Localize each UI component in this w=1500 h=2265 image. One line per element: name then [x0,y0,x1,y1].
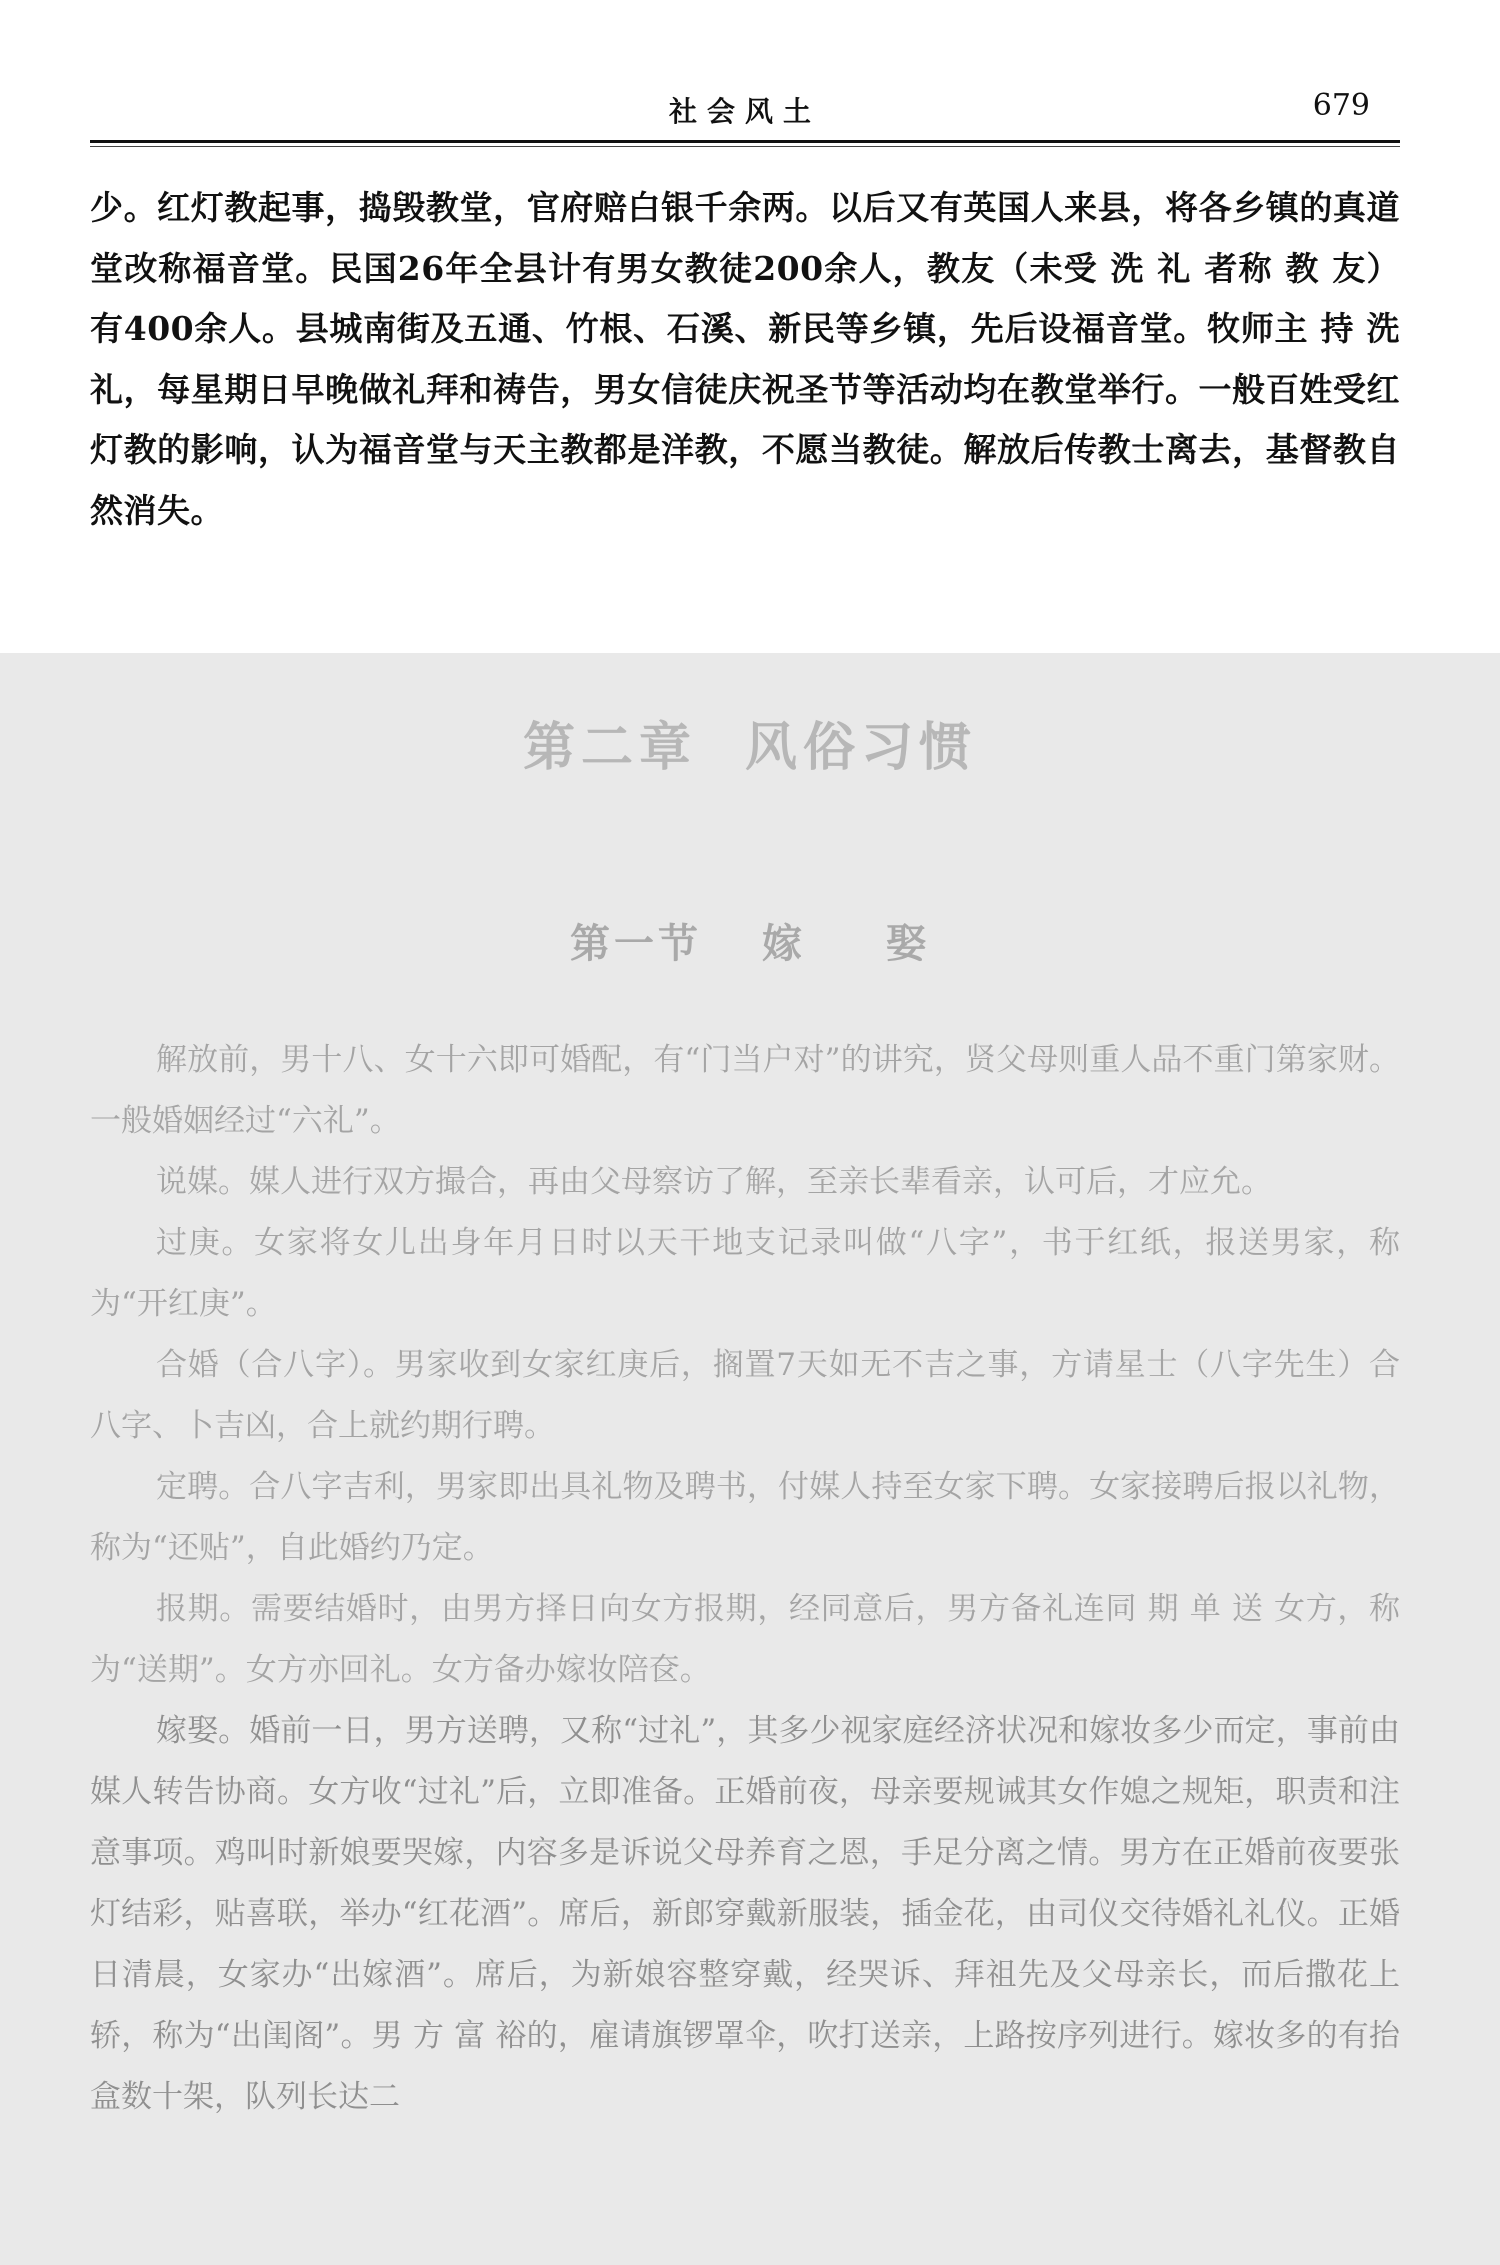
paragraph-jiaqu: 嫁娶。婚前一日，男方送聘，又称“过礼”，其多少视家庭经济状况和嫁妆多少而定，事前由媒人转告协商。女方收“过礼”后，立即准备。正婚前夜，母亲要规诫其女作媳之规矩，职责和注意事项。鸡叫时新娘要哭嫁，内容多是诉说父母养育之恩，手足分离之情。男方在正婚前夜要张灯结彩，贴喜联，举办“红花酒”。席后，新郎穿戴新服装，插金花，由司仪交待婚礼礼仪。正婚日清晨，女家办“出嫁酒”。席后，为新娘容整穿戴，经哭诉、拜祖先及父母亲长，而后撒花上轿，称为“出闺阁”。男 方 富 裕的，雇请旗锣罩伞，吹打送亲，上路按序列进行。嫁妆多的有抬盒数十架，队列长达二 [90,1713,1400,2115]
paragraph-hehun: 合婚（合八字）。男家收到女家红庚后，搁置7天如无不吉之事，方请星士（八字先生）合八字、卜吉凶，合上就约期行聘。 [90,1347,1400,1444]
header-rule-thin [90,146,1400,147]
continued-paragraph: 少。红灯教起事，捣毁教堂，官府赔白银千余两。以后又有英国人来县，将各乡镇的真道堂改称福音堂。民国26年全县计有男女教徒200余人，教友（未受 洗 礼 者称 教 友）有400余人。县城南街及五通、竹根、石溪、新民等乡镇，先后设福音堂。牧师主 持 洗礼，每星期日早晚做礼拜和祷告，男女信徒庆祝圣节等活动均在教堂举行。一般百姓受红灯教的影响，认为福音堂与天主教都是洋教，不愿当教徒。解放后传教士离去，基督教自然消失。 [90,188,1400,530]
section-body [90,1030,1400,2128]
page-number: 679 [1312,88,1370,123]
paragraph-intro: 解放前，男十八、女十六即可婚配，有“门当户对”的讲究，贤父母则重人品不重门第家财。一般婚姻经过“六礼”。 [90,1042,1400,1139]
page-header [90,88,1400,138]
chapter-number: 第二章 [522,717,697,778]
section-number: 第一节 [570,920,702,967]
chapter-heading [0,705,1500,780]
paragraph-shuomei: 说媒。媒人进行双方撮合，再由父母察访了解，至亲长辈看亲，认可后，才应允。 [156,1164,1272,1200]
running-header-title: 社会风土 [668,95,821,128]
section-title-part2: 娶 [886,920,930,967]
header-rule [90,140,1400,143]
section-heading [0,912,1500,969]
paragraph-guogeng: 过庚。女家将女儿出身年月日时以天干地支记录叫做“八字”，书于红纸，报送男家，称为“开红庚”。 [90,1225,1400,1322]
paragraph-dingpin: 定聘。合八字吉利，男家即出具礼物及聘书，付媒人持至女家下聘。女家接聘后报以礼物，称为“还贴”，自此婚约乃定。 [90,1469,1400,1566]
continued-paragraph-block [90,178,1400,541]
section-title-part1: 嫁 [762,920,806,967]
chapter-title: 风俗习惯 [745,717,978,778]
paragraph-baoqi: 报期。需要结婚时，由男方择日向女方报期，经同意后，男方备礼连同 期 单 送 女方，称为“送期”。女方亦回礼。女方备办嫁妆陪奁。 [90,1591,1400,1688]
